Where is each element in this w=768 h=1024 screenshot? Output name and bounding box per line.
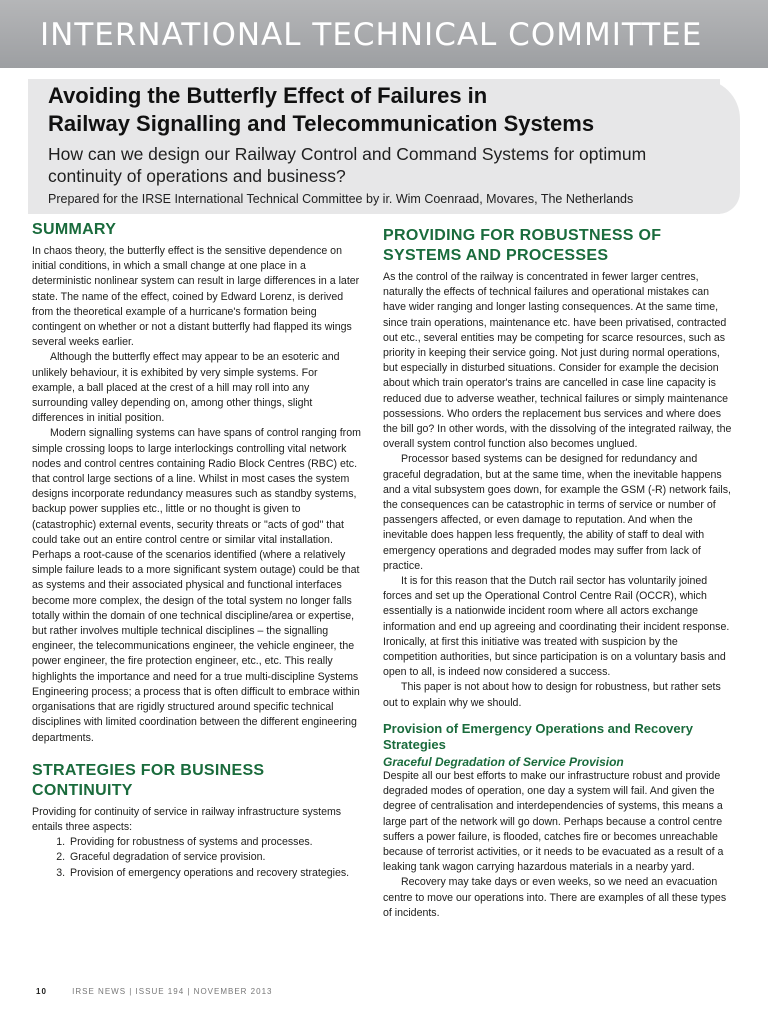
summary-paragraph-3: Modern signalling systems can have spans of control ranging from simple crossing loops to large interlockings controlling vital network nodes and control centres containing Radio Block Centres (RBC) etc. that control large sections of a line. Whilst in most cases the system designs incorporate redundancy measures such as standby systems, backup power supplies etc., little or no thought is given to (catastrophic) external events, security threats or "acts of god" that could take out an entire control centre or similar vital installation. Perhaps a root-cause of the scenarios identified (where a relatively simple failure leads to a more significant system outage) could be that as systems and their associated physical and functional interfaces become more complex, the design of the total system no longer falls totally within the domain of one technical discipline/area or expertise, but rather involves multiple technical disciplines – the signalling engineer, the telecommunications engineer, the vehicle engineer, the power engineer, the fire protection engineer, etc., etc. This really highlights the importance and need for a true multi-discipline Systems Engineering process; a process that is often difficult to embrace within organisations that are rigidly structured around specific technical disciplines with limited coordination between the different engineering departments. (32, 427, 361, 744)
right-column (383, 226, 733, 921)
robustness-paragraph-3: It is for this reason that the Dutch rail sector has voluntarily joined forces and set up the Operational Control Centre Rail (OCCR), which essentially is a nationwide incident room where all actors exchange information and end up agreeing and coordinating their incident response. Ironically, at first this initiative was treated with suspicion by the competition authorities, but since participation is on a voluntary basis and open to all, is indeed now considered a success. (383, 575, 730, 679)
list-item: 1. Providing for robustness of systems and processes. (68, 835, 362, 850)
page-footer (36, 987, 272, 996)
left-column (32, 220, 362, 881)
author-line: Prepared for the IRSE International Technical Committee by ir. Wim Coenraad, Movares, The Netherlands (48, 192, 634, 206)
list-item: 3. Provision of emergency operations and recovery strategies. (68, 866, 362, 881)
article-subtitle: How can we design our Railway Control and Command Systems for optimum continuity of operations and business? (48, 144, 647, 186)
article-title-line-1: Avoiding the Butterfly Effect of Failures in (48, 83, 488, 108)
graceful-heading: Graceful Degradation of Service Provision (383, 754, 624, 769)
list-item: 2. Graceful degradation of service provision. (68, 850, 362, 865)
article-title (48, 82, 728, 138)
emergency-heading: Provision of Emergency Operations and Recovery Strategies (383, 720, 693, 752)
robustness-heading: PROVIDING FOR ROBUSTNESS OF SYSTEMS AND PROCESSES (383, 227, 662, 264)
robustness-paragraph-4: This paper is not about how to design for robustness, but rather sets out to explain why we should. (383, 681, 721, 709)
summary-paragraph-1: In chaos theory, the butterfly effect is the sensitive dependence on initial conditions, in which a small change at one place in a deterministic nonlinear system can result in large differences in a later state. The name of the effect, coined by Edward Lorenz, is derived from the theoretical example of a hurricane's formation being contingent on whether or not a distant butterfly had flapped its wings several weeks earlier. (32, 245, 360, 349)
robustness-paragraph-2: Processor based systems can be designed for redundancy and graceful degradation, but at the same time, when the inevitable happens and a vital subsystem goes down, for example the GSM (-R) network fails, the consequences can be catastrophic in terms of service or number of passengers affected, or even damage to reputation. And when the inevitable does happen less frequently, the ability of staff to deal with emergency operations and degraded modes may suffer from lack of practice. (383, 453, 731, 572)
robustness-paragraph-1: As the control of the railway is concentrated in fewer larger centres, naturally the effects of technical failures and operational mistakes can have wider ranging and longer lasting consequences. At the same time, since train operations, maintenance etc. have been privatised, contracted out etc., several entities may be competing for scarce resources, such as priority in keeping their service going. Not just during normal operations, but especially in disturbed situations. Consider for example the decision about which train operator's trains are cancelled in case line capacity is reduced due to adverse weather, technical failures or simply maintenance possessions. Who orders the replacement bus services and where does the bill go? In other words, with the dissolving of the integrated railway, the overall system control function also becomes unglued. (383, 271, 732, 451)
strategies-paragraph: Providing for continuity of service in railway infrastructure systems entails three aspects: (32, 805, 342, 833)
summary-paragraph-2: Although the butterfly effect may appear to be an esoteric and unlikely behaviour, it is exhibited by very simple systems. For example, a ball placed at the crest of a hill may roll into any surrounding valley depending on, among other things, slight differences in initial position. (32, 351, 340, 425)
page-number: 10 (36, 987, 47, 996)
banner-title: INTERNATIONAL TECHNICAL COMMITTEE (40, 17, 703, 53)
graceful-paragraph-1: Despite all our best efforts to make our infrastructure robust and provide degraded modes of operation, one day a system will fail. And given the degree of centralisation and interdependencies of systems, this means a large part of the network will go down. Perhaps because a control centre suffers a power failure, is flooded, catches fire or becomes unreachable because of terrorist activities, or it needs to be evacuated as a result of a leaking tank wagon carrying hazardous materials in a nearby yard. (383, 769, 724, 874)
graceful-paragraph-2: Recovery may take days or even weeks, so we need an evacuation centre to move our operations into. There are examples of all these types of incidents. (383, 876, 727, 919)
footer-publication: IRSE NEWS | ISSUE 194 | NOVEMBER 2013 (72, 987, 273, 996)
summary-heading: SUMMARY (32, 221, 117, 238)
strategies-list (32, 835, 362, 881)
article-title-line-2: Railway Signalling and Telecommunication Systems (48, 111, 595, 136)
strategies-heading: STRATEGIES FOR BUSINESS CONTINUITY (32, 761, 265, 799)
header-banner (0, 0, 768, 68)
